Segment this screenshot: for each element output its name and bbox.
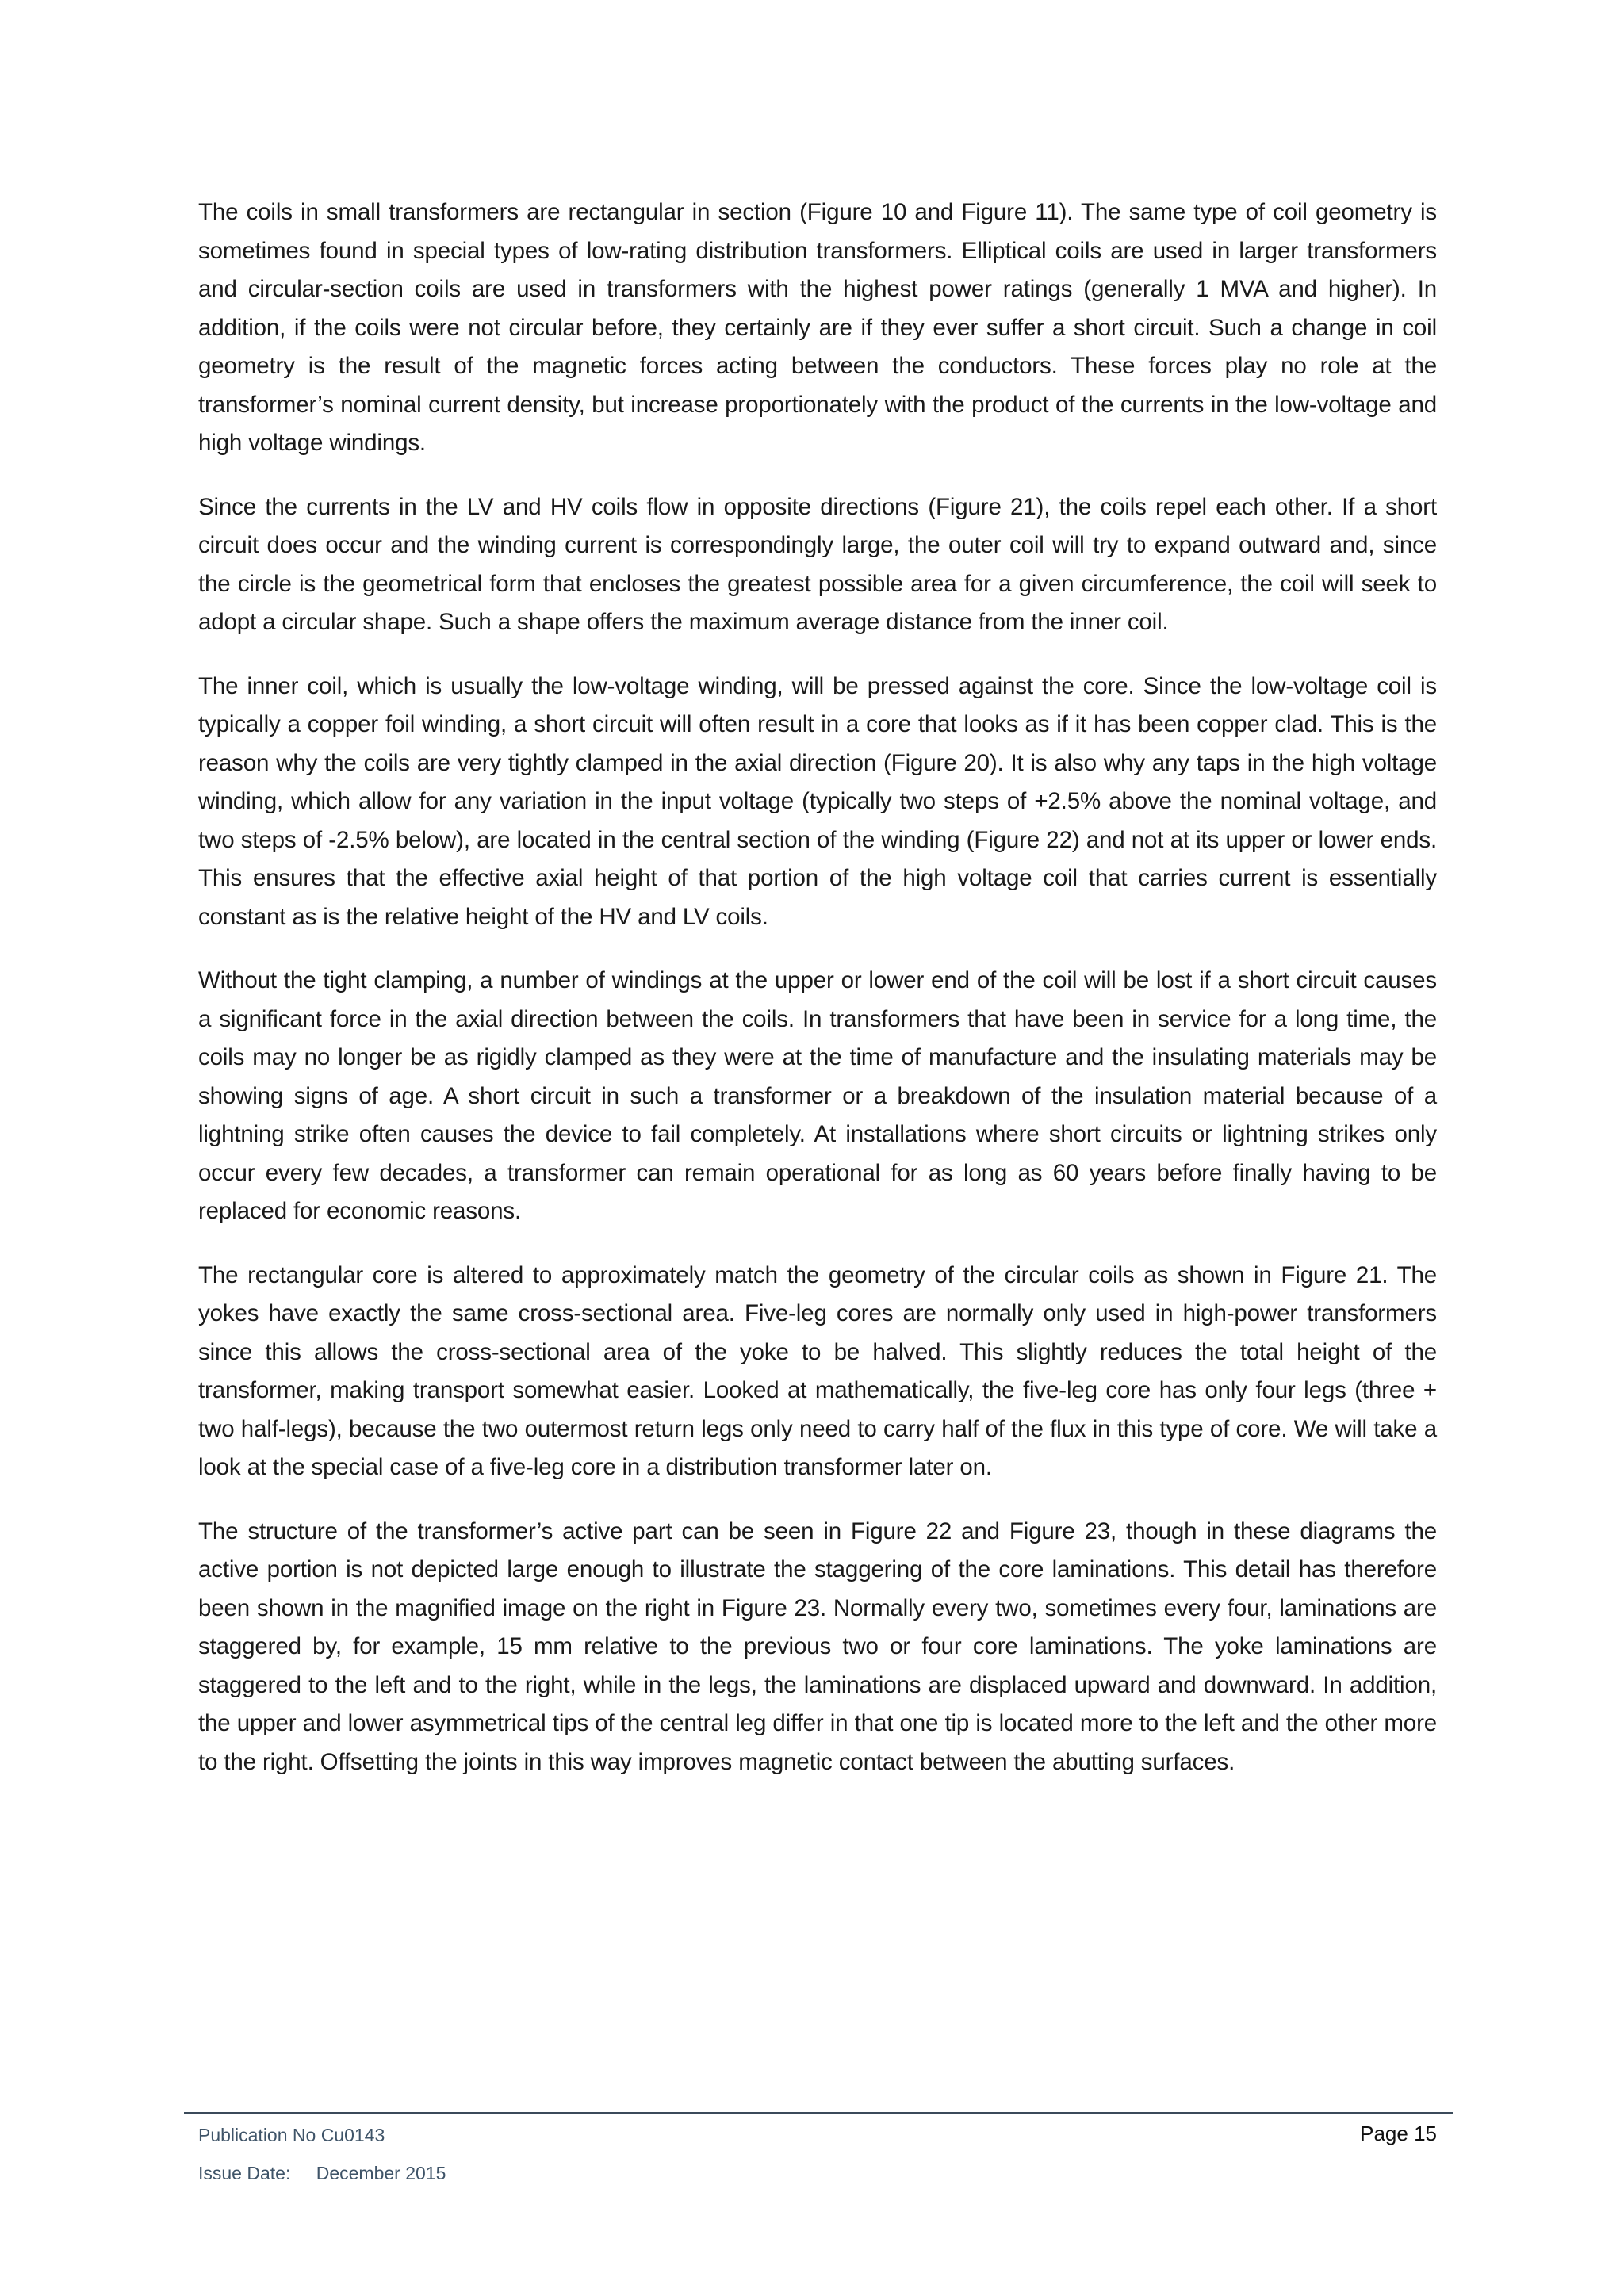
paragraph-5: The rectangular core is altered to approximately match the geometry of the circular coils as shown in Figure 21. The yokes have exactly the same cross-sectional area. Five-leg cores are normally only used in high-power transformers since this allows the cross-sectional area of the yoke to be halved. This slightly reduces the total height of the transformer, making transport somewhat easier. Looked at mathematically, the five-leg core has only four legs (three + two half-legs), because the two outermost return legs only need to carry half of the flux in this type of core. We will take a look at the special case of a five-leg core in a distribution transformer later on. bbox=[198, 1261, 1437, 1480]
footer-divider bbox=[184, 2112, 1453, 2114]
paragraph-1: The coils in small transformers are rectangular in section (Figure 10 and Figure 11). The same type of coil geometry is sometimes found in special types of low-rating distribution transformers. Elliptical coils are used in larger transformers and circular-section coils are used in transformers with the highest power ratings (generally 1 MVA and higher). In addition, if the coils were not circular before, they certainly are if they ever suffer a short circuit. Such a change in coil geometry is the result of the magnetic forces acting between the conductors. These forces play no role at the transformer’s nominal current density, but increase proportionately with the product of the currents in the low-voltage and high voltage windings. bbox=[198, 199, 1437, 456]
paragraph-2: Since the currents in the LV and HV coils flow in opposite directions (Figure 21), the coils repel each other. If a short circuit does occur and the winding current is correspondingly large, the outer coil will try to expand outward and, since the circle is the geometrical form that encloses the greatest possible area for a given circumference, the coil will seek to adopt a circular shape. Such a shape offers the maximum average distance from the inner coil. bbox=[198, 493, 1437, 635]
footer-issue-date-row bbox=[198, 2163, 446, 2184]
footer-page-number: Page 15 bbox=[1360, 2122, 1437, 2145]
footer-issue-label: Issue Date: bbox=[198, 2163, 291, 2183]
footer-publication-number: Publication No Cu0143 bbox=[198, 2125, 385, 2145]
footer-issue-date: December 2015 bbox=[316, 2163, 446, 2183]
paragraph-4: Without the tight clamping, a number of windings at the upper or lower end of the coil will be lost if a short circuit causes a significant force in the axial direction between the coils. In transformers that have been in service for a long time, the coils may no longer be as rigidly clamped as they were at the time of manufacture and the insulating materials may be showing signs of age. A short circuit in such a transformer or a breakdown of the insulation material because of a lightning strike often causes the device to fail completely. At installations where short circuits or lightning strikes only occur every few decades, a transformer can remain operational for as long as 60 years before finally having to be replaced for economic reasons. bbox=[198, 967, 1437, 1224]
body-text bbox=[198, 193, 1437, 1807]
paragraph-3: The inner coil, which is usually the low-voltage winding, will be pressed against the core. Since the low-voltage coil is typically a copper foil winding, a short circuit will often result in a core that looks as if it has been copper clad. This is the reason why the coils are very tightly clamped in the axial direction (Figure 20). It is also why any taps in the high voltage winding, which allow for any variation in the input voltage (typically two steps of +2.5% above the nominal voltage, and two steps of -2.5% below), are located in the central section of the winding (Figure 22) and not at its upper or lower ends. This ensures that the effective axial height of that portion of the high voltage coil that carries current is essentially constant as is the relative height of the HV and LV coils. bbox=[198, 672, 1437, 930]
paragraph-6: The structure of the transformer’s active part can be seen in Figure 22 and Figure 23, though in these diagrams the active portion is not depicted large enough to illustrate the staggering of the core laminations. This detail has therefore been shown in the magnified image on the right in Figure 23. Normally every two, sometimes every four, laminations are staggered by, for example, 15 mm relative to the previous two or four core laminations. The yoke laminations are staggered to the left and to the right, while in the legs, the laminations are displaced upward and downward. In addition, the upper and lower asymmetrical tips of the central leg differ in that one tip is located more to the left and the other more to the right. Offsetting the joints in this way improves magnetic contact between the abutting surfaces. bbox=[198, 1517, 1437, 1775]
